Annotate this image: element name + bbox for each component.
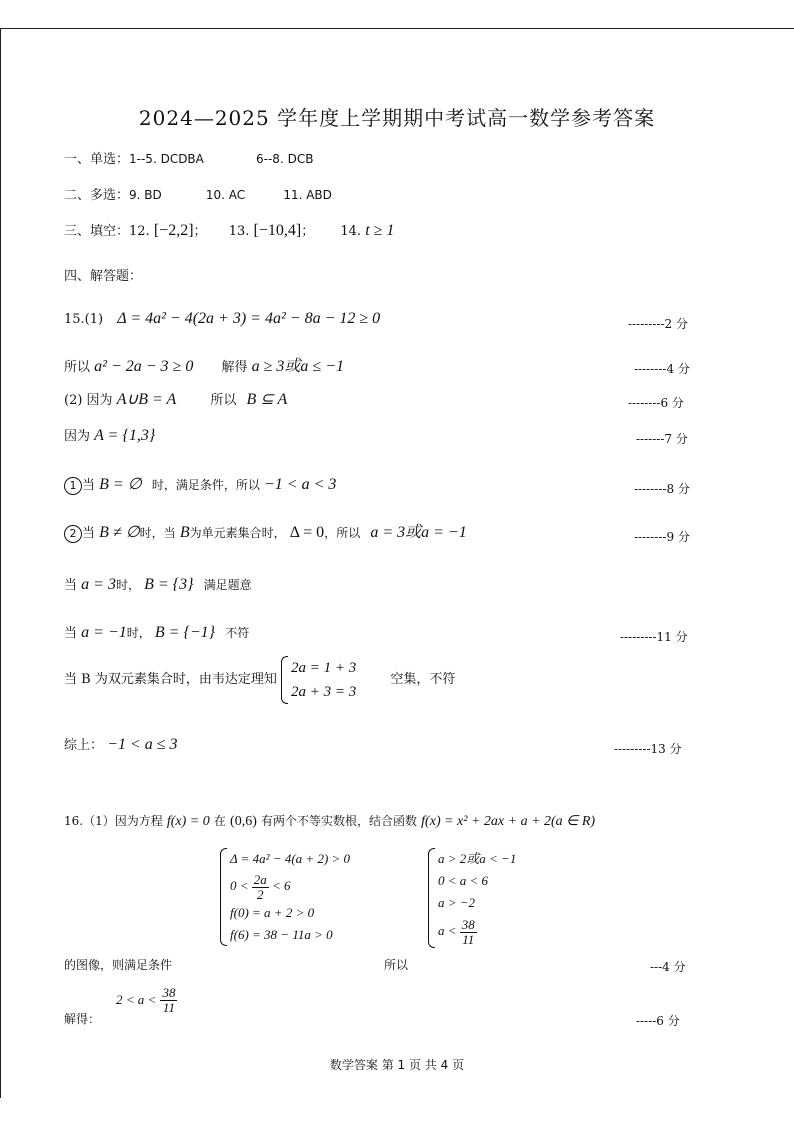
- page-border-top: [0, 28, 794, 29]
- text: ，所以: [324, 526, 361, 540]
- a-values: a = 3或a = −1: [370, 524, 467, 541]
- fraction: [252, 873, 269, 902]
- denominator: 2: [257, 886, 264, 902]
- q16-line-2: [64, 956, 172, 975]
- text: 时，当: [139, 526, 176, 540]
- page-border-left: [0, 28, 1, 1098]
- circled-number: 1: [64, 477, 82, 495]
- answer-13: [−10,4]: [253, 222, 302, 239]
- union-condition: A∪B = A: [116, 391, 177, 408]
- answer-10: 10. AC: [205, 188, 246, 202]
- vieta-system: [281, 656, 356, 704]
- q13-label: 13.: [228, 224, 250, 239]
- equation: f(x) = 0: [166, 814, 210, 829]
- empty-set: B = ∅: [99, 476, 142, 493]
- q16-line-1: [64, 812, 595, 831]
- denominator: 11: [462, 931, 475, 947]
- interval: (0,6): [230, 814, 257, 829]
- q15-line-4: [64, 427, 155, 446]
- document-title: 2024—2025 学年度上学期期中考试高一数学参考答案: [138, 106, 656, 130]
- score-mark: -----6 分: [636, 1014, 680, 1028]
- q16-solution: [116, 986, 177, 1015]
- a-equals-neg1: a = −1: [81, 624, 127, 641]
- answer-9: 9. BD: [129, 188, 162, 202]
- set-b-3: B = {3}: [144, 576, 194, 593]
- section-single-choice: [64, 150, 313, 169]
- condition: a > 2或a < −1: [438, 851, 517, 866]
- brace: [220, 848, 227, 946]
- score-mark: --------8 分: [634, 482, 690, 496]
- answers-6-8: 6--8. DCB: [256, 152, 314, 166]
- section-solutions: 四、解答题：: [64, 269, 143, 284]
- condition: [438, 914, 516, 948]
- system-b: [428, 848, 516, 948]
- result-system: [428, 848, 516, 948]
- numerator: 38: [461, 916, 475, 932]
- score-mark: --------6 分: [628, 396, 684, 410]
- text: 当: [64, 626, 78, 641]
- q15-line-3: [64, 391, 287, 410]
- set-b: B: [179, 524, 190, 541]
- condition: [230, 870, 350, 902]
- text: 空集，不符: [390, 672, 456, 687]
- q15-line-1: [64, 310, 380, 329]
- score-mark: -------7 分: [636, 432, 688, 446]
- page-footer: 数学答案 第 1 页 共 4 页: [329, 1058, 465, 1072]
- text: 因为: [64, 429, 91, 444]
- fraction: [460, 918, 477, 947]
- separator: ；: [301, 224, 315, 239]
- q15-label: 15.(1): [64, 312, 104, 327]
- text: 时，: [126, 626, 151, 640]
- denominator: 11: [162, 1000, 175, 1015]
- score-mark: ---4 分: [650, 960, 686, 974]
- equation: 2a + 3 = 3: [290, 684, 357, 700]
- subset-condition: B ⊆ A: [246, 391, 288, 408]
- set-b-neg1: B = {−1}: [154, 624, 216, 641]
- section-label: 三、填空：: [64, 224, 130, 239]
- q16-so: [384, 956, 408, 975]
- separator: ；: [193, 224, 207, 239]
- numerator: 2a: [253, 871, 267, 887]
- condition: f(6) = 38 − 11a > 0: [230, 927, 333, 942]
- text: 有两个不等实数根，结合函数: [261, 814, 418, 828]
- circled-number: 2: [64, 525, 82, 543]
- text: (2) 因为: [64, 393, 113, 408]
- answers-1-5: 1--5. DCDBA: [129, 152, 204, 166]
- answer-12: [−2,2]: [153, 222, 194, 239]
- section-fill-blank: [64, 222, 394, 241]
- range: −1 < a < 3: [263, 476, 337, 493]
- q15-line-9: [64, 656, 455, 704]
- text: 所以: [384, 958, 409, 972]
- score-mark: --------9 分: [634, 530, 690, 544]
- numerator: 38: [162, 985, 176, 1000]
- text: 不符: [225, 626, 250, 640]
- section-label: 一、单选：: [64, 152, 130, 167]
- q15-line-10: [64, 736, 178, 755]
- text: 16.（1）因为方程: [64, 814, 163, 828]
- fraction: [160, 986, 177, 1015]
- text: 所以: [210, 393, 237, 408]
- text: a <: [438, 923, 457, 938]
- answer-14: t ≥ 1: [365, 222, 395, 239]
- text: 解得: [221, 360, 248, 375]
- text: 0 <: [230, 878, 249, 893]
- text: 的图像，则满足条件: [64, 958, 173, 972]
- set-a: A = {1,3}: [94, 427, 156, 444]
- inequality: a² − 2a − 3 ≥ 0: [94, 358, 194, 375]
- text: 时，: [115, 578, 140, 592]
- text: 综上：: [64, 738, 104, 753]
- solution: a ≥ 3或a ≤ −1: [251, 358, 344, 375]
- equation: 2a = 1 + 3: [290, 660, 357, 676]
- text: 当: [82, 478, 96, 493]
- text: 当: [64, 578, 78, 593]
- q15-line-2: [64, 358, 344, 377]
- score-mark: --------4 分: [634, 362, 690, 376]
- a-equals-3: a = 3: [81, 576, 116, 593]
- q12-label: 12.: [129, 224, 150, 239]
- condition: f(0) = a + 2 > 0: [230, 905, 315, 920]
- condition: 0 < a < 6: [438, 873, 489, 888]
- text: 当: [82, 526, 96, 541]
- score-mark: ---------13 分: [614, 742, 682, 756]
- non-empty-set: B ≠ ∅: [99, 524, 140, 541]
- system-a: [220, 848, 350, 946]
- text: 解得：: [64, 1012, 101, 1026]
- text: 当 B 为双元素集合时，由韦达定理知: [64, 672, 277, 687]
- score-mark: ---------11 分: [620, 630, 688, 644]
- q15-line-6: [64, 524, 467, 543]
- text: 满足题意: [203, 578, 252, 592]
- section-multi-choice: [64, 186, 332, 205]
- text: < 6: [272, 878, 291, 893]
- discriminant-zero: Δ = 0: [289, 524, 325, 541]
- q14-label: 14.: [340, 224, 362, 239]
- text: 为单元素集合时，: [189, 526, 286, 540]
- q15-line-7: [64, 576, 252, 595]
- function-def: f(x) = x² + 2ax + a + 2(a ∈ R): [421, 814, 596, 829]
- condition: a > −2: [438, 895, 476, 910]
- brace: [428, 848, 435, 948]
- score-mark: ---------2 分: [628, 317, 688, 331]
- text: 所以: [64, 360, 91, 375]
- condition: Δ = 4a² − 4(a + 2) > 0: [230, 851, 351, 866]
- section-label: 二、多选：: [64, 188, 130, 203]
- text: 2 < a <: [116, 992, 157, 1007]
- q15-line-8: [64, 624, 249, 643]
- answer-11: 11. ABD: [283, 188, 332, 202]
- discriminant-formula: Δ = 4a² − 4(2a + 3) = 4a² − 8a − 12 ≥ 0: [117, 310, 381, 327]
- q15-line-5: [64, 476, 336, 495]
- final-range: −1 < a ≤ 3: [107, 736, 178, 753]
- q16-line-3: [64, 1010, 100, 1029]
- text: 时，满足条件，所以: [151, 478, 260, 492]
- text: 在: [213, 814, 226, 828]
- brace: [281, 656, 288, 704]
- condition-system: [220, 848, 350, 946]
